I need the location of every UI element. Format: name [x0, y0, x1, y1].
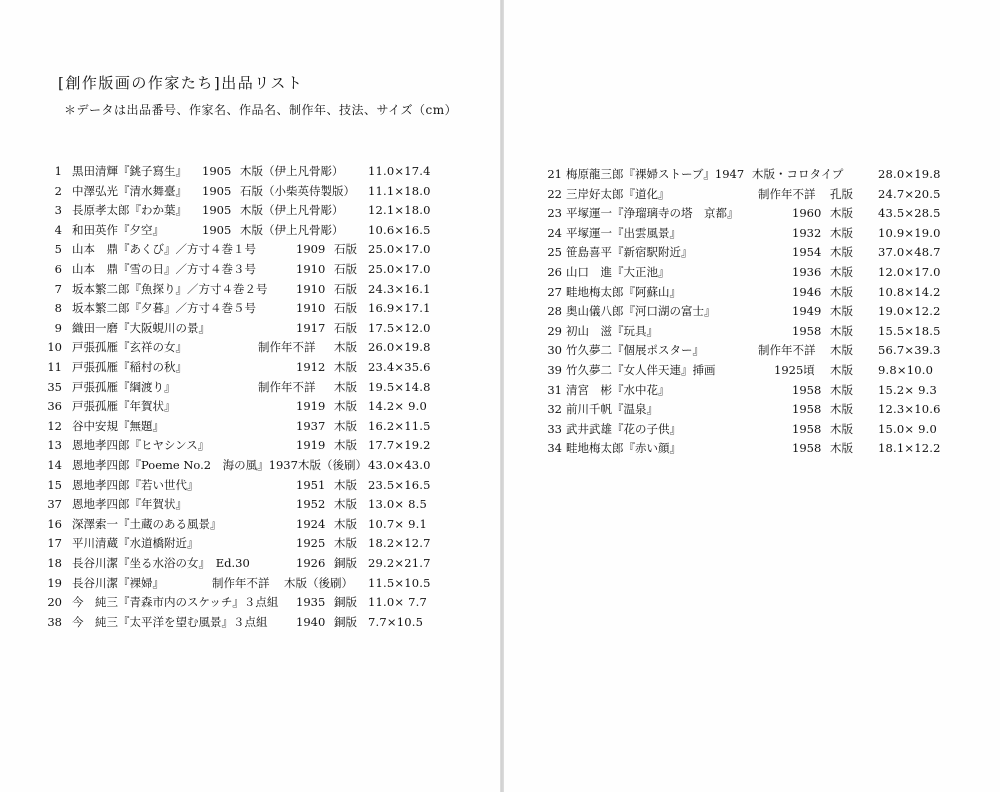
- item-number: 35: [47, 379, 62, 394]
- item-number: 2: [54, 183, 62, 198]
- list-item: [504, 185, 1000, 203]
- list-item: [0, 221, 500, 239]
- item-size: 11.5×10.5: [368, 575, 431, 590]
- item-year: 1905: [202, 203, 232, 218]
- item-year: 制作年不詳: [758, 343, 816, 358]
- item-year: 1946: [792, 284, 822, 299]
- item-title: 初山 滋『玩具』: [566, 323, 658, 338]
- item-technique: 木版: [830, 225, 853, 240]
- item-size: 17.5×12.0: [368, 320, 431, 335]
- item-title: 笹島喜平『新宿駅附近』: [566, 245, 693, 260]
- item-technique: 木版: [830, 402, 853, 417]
- item-technique: 木版（伊上凡骨彫）: [240, 222, 344, 237]
- item-number: 13: [47, 438, 62, 453]
- item-technique: 木版（後刷）: [284, 575, 353, 590]
- item-technique: 銅版: [334, 595, 357, 610]
- item-title: 三岸好太郎『道化』: [566, 186, 670, 201]
- item-technique: 木版: [334, 516, 357, 531]
- item-year: 1937: [296, 418, 326, 433]
- item-year: 制作年不詳: [258, 379, 316, 394]
- item-number: 15: [47, 477, 62, 492]
- item-technique: 木版: [334, 379, 357, 394]
- list-item: [0, 182, 500, 200]
- list-item: [0, 299, 500, 317]
- item-number: 39: [547, 363, 562, 377]
- item-number: 7: [54, 281, 62, 296]
- list-item: [0, 574, 500, 592]
- list-item: [0, 495, 500, 513]
- item-year: 1925: [296, 536, 326, 551]
- item-year: 1912: [296, 360, 326, 374]
- item-year: 1932: [792, 225, 822, 240]
- list-item: [0, 417, 500, 435]
- item-size: 43.5×28.5: [878, 206, 941, 221]
- item-title: 中澤弘光『清水舞臺』: [72, 183, 187, 198]
- item-year: 1926: [296, 556, 326, 570]
- item-year: 1910: [296, 301, 326, 316]
- item-title: 今 純三『太平洋を望む風景』３点組: [72, 614, 268, 629]
- item-technique: 木版: [334, 399, 357, 414]
- item-number: 8: [54, 301, 62, 316]
- list-item: [0, 338, 500, 356]
- item-title: 畦地梅太郎『阿蘇山』: [566, 284, 681, 299]
- item-year: 1960: [792, 206, 822, 221]
- list-item: [504, 283, 1000, 301]
- list-item: [504, 439, 1000, 457]
- item-title: 山本 鼎『雪の日』／方寸４巻３号: [72, 262, 256, 276]
- item-year: 1952: [296, 497, 326, 512]
- item-size: 19.5×14.8: [368, 379, 431, 394]
- item-number: 18: [47, 556, 62, 570]
- item-year: 1905: [202, 183, 232, 198]
- item-title: 清宮 彬『水中花』: [566, 382, 670, 397]
- item-title: 戸張孤雁『稲村の秋』: [72, 360, 187, 374]
- item-technique: 木版: [830, 284, 853, 299]
- item-size: 10.8×14.2: [878, 284, 941, 299]
- item-number: 25: [547, 245, 562, 260]
- item-number: 34: [547, 441, 562, 456]
- item-size: 37.0×48.7: [878, 245, 941, 260]
- item-size: 19.0×12.2: [878, 304, 941, 319]
- item-technique: 木版: [830, 363, 853, 377]
- item-size: 15.0× 9.0: [878, 421, 937, 436]
- item-title: 平川清蔵『水道橋附近』: [72, 536, 199, 551]
- item-size: 23.5×16.5: [368, 477, 431, 492]
- item-year: 1905: [202, 222, 232, 237]
- item-number: 38: [47, 614, 62, 629]
- item-year: 制作年不詳: [258, 340, 316, 355]
- item-number: 1: [54, 164, 62, 178]
- item-technique: 石版: [334, 301, 357, 316]
- item-number: 22: [547, 186, 562, 201]
- item-title: 長原孝太郎『わか葉』: [72, 203, 187, 218]
- item-technique: 木版: [334, 497, 357, 512]
- item-year: 1917: [296, 320, 326, 335]
- item-number: 11: [47, 360, 62, 374]
- item-technique: 木版: [830, 245, 853, 260]
- list-item: [504, 165, 1000, 183]
- item-year: 制作年不詳: [758, 186, 816, 201]
- list-item: [0, 280, 500, 298]
- item-size: 43.0×43.0: [368, 458, 431, 472]
- item-year: 1958: [792, 382, 822, 397]
- item-technique: 石版: [334, 281, 357, 296]
- list-item: [504, 243, 1000, 261]
- item-technique: 木版: [334, 340, 357, 355]
- list-item: [0, 456, 500, 474]
- item-title: 平塚運一『浄瑠璃寺の塔 京都』: [566, 206, 739, 221]
- item-year: 1958: [792, 402, 822, 417]
- item-technique: 木版: [334, 418, 357, 433]
- right-exhibit-list: [504, 0, 1000, 792]
- list-item: [504, 381, 1000, 399]
- item-number: 14: [47, 458, 62, 472]
- item-number: 4: [54, 222, 62, 237]
- item-title: 竹久夢二『個展ポスター』: [566, 343, 704, 358]
- item-title: 長谷川潔『坐る水浴の女』 Ed.30: [72, 556, 250, 570]
- item-size: 10.9×19.0: [878, 225, 941, 240]
- item-technique: 銅版: [334, 614, 357, 629]
- item-size: 12.1×18.0: [368, 203, 431, 218]
- item-size: 7.7×10.5: [368, 614, 424, 629]
- item-number: 12: [47, 418, 62, 433]
- item-technique: 木版: [830, 343, 853, 358]
- item-number: 30: [547, 343, 562, 358]
- item-title: 織田一磨『大阪蜆川の景』: [72, 320, 210, 335]
- item-title: 今 純三『青森市内のスケッチ』３点組: [72, 595, 279, 610]
- item-title: 恩地孝四郎『Poeme No.2 海の風』1937: [72, 458, 298, 472]
- item-size: 24.7×20.5: [878, 186, 941, 201]
- item-title: 戸張孤雁『綱渡り』: [72, 379, 176, 394]
- list-item: [0, 378, 500, 396]
- item-title: 山本 鼎『あくび』／方寸４巻１号: [72, 242, 256, 257]
- item-technique: 木版: [830, 421, 853, 436]
- item-year: 1905: [202, 164, 232, 178]
- list-item: [0, 436, 500, 454]
- item-title: 平塚運一『出雲風景』: [566, 225, 681, 240]
- item-size: 14.2× 9.0: [368, 399, 427, 414]
- item-title: 奥山儀八郎『河口湖の富士』: [566, 304, 716, 319]
- list-item: [0, 554, 500, 572]
- item-title: 和田英作『夕空』: [72, 222, 164, 237]
- item-technique: 木版（伊上凡骨彫）: [240, 203, 344, 218]
- item-number: 36: [47, 399, 62, 414]
- item-technique: 木版（後刷）: [298, 458, 367, 472]
- list-item: [0, 397, 500, 415]
- item-number: 6: [54, 262, 62, 276]
- item-title: 深澤索一『土蔵のある風景』: [72, 516, 222, 531]
- item-technique: 木版: [334, 360, 357, 374]
- list-item: [504, 420, 1000, 438]
- item-size: 25.0×17.0: [368, 242, 431, 257]
- item-number: 31: [547, 382, 562, 397]
- item-title: 戸張孤雁『年賀状』: [72, 399, 176, 414]
- item-year: 1909: [296, 242, 326, 257]
- item-year: 1910: [296, 262, 326, 276]
- list-item: [0, 515, 500, 533]
- item-size: 28.0×19.8: [878, 167, 941, 181]
- item-number: 32: [547, 402, 562, 417]
- list-item: [0, 358, 500, 376]
- item-size: 26.0×19.8: [368, 340, 431, 355]
- item-size: 16.9×17.1: [368, 301, 431, 316]
- item-year: 1958: [792, 421, 822, 436]
- item-title: 恩地孝四郎『若い世代』: [72, 477, 199, 492]
- item-technique: 石版（小柴英侍製版）: [240, 183, 355, 198]
- item-size: 23.4×35.6: [368, 360, 431, 374]
- item-technique: 木版: [830, 304, 853, 319]
- item-size: 15.5×18.5: [878, 323, 941, 338]
- item-technique: 木版: [334, 438, 357, 453]
- item-title: 長谷川潔『裸婦』: [72, 575, 164, 590]
- item-number: 10: [47, 340, 62, 355]
- item-title: 黒田清輝『銚子寫生』: [72, 164, 187, 178]
- item-technique: 石版: [334, 320, 357, 335]
- item-title: 戸張孤雁『玄祥の女』: [72, 340, 187, 355]
- item-number: 21: [547, 167, 562, 181]
- list-item: [0, 534, 500, 552]
- item-technique: 木版: [334, 477, 357, 492]
- item-size: 11.1×18.0: [368, 183, 431, 198]
- item-size: 29.2×21.7: [368, 556, 431, 570]
- item-size: 24.3×16.1: [368, 281, 431, 296]
- item-year: 1919: [296, 438, 326, 453]
- list-item: [504, 341, 1000, 359]
- item-title: 谷中安規『無題』: [72, 418, 164, 433]
- item-year: 1919: [296, 399, 326, 414]
- item-size: 11.0× 7.7: [368, 595, 427, 610]
- item-technique: 木版: [830, 323, 853, 338]
- item-number: 20: [47, 595, 62, 610]
- item-title: 前川千帆『温泉』: [566, 402, 658, 417]
- list-item: [504, 322, 1000, 340]
- item-technique: 木版: [334, 536, 357, 551]
- list-item: [504, 204, 1000, 222]
- item-year: 1951: [296, 477, 326, 492]
- list-item: [504, 361, 1000, 379]
- list-heading: [創作版画の作家たち]出品リスト: [58, 74, 304, 92]
- item-number: 27: [547, 284, 562, 299]
- list-item: [0, 476, 500, 494]
- item-year: 1949: [792, 304, 822, 319]
- item-technique: 銅版: [334, 556, 357, 570]
- item-number: 33: [547, 421, 562, 436]
- item-title: 武井武雄『花の子供』: [566, 421, 681, 436]
- item-size: 13.0× 8.5: [368, 497, 427, 512]
- list-item: [0, 319, 500, 337]
- item-size: 10.6×16.5: [368, 222, 431, 237]
- item-number: 19: [47, 575, 62, 590]
- item-size: 9.8×10.0: [878, 363, 934, 377]
- item-year: 制作年不詳: [212, 575, 270, 590]
- item-year: 1924: [296, 516, 326, 531]
- list-item: [504, 302, 1000, 320]
- item-year: 1958: [792, 441, 822, 456]
- item-number: 26: [547, 265, 562, 279]
- item-title: 恩地孝四郎『ヒヤシンス』: [72, 438, 210, 453]
- item-title: 恩地孝四郎『年賀状』: [72, 497, 187, 512]
- item-technique: 孔版: [830, 186, 853, 201]
- item-number: 16: [47, 516, 62, 531]
- list-item: [504, 400, 1000, 418]
- right-page: [504, 0, 1000, 792]
- list-item: [0, 260, 500, 278]
- item-number: 24: [547, 225, 562, 240]
- item-title: 竹久夢二『女人伴天連』挿画: [566, 363, 716, 377]
- item-number: 23: [547, 206, 562, 221]
- item-technique: 石版: [334, 242, 357, 257]
- item-number: 5: [54, 242, 62, 257]
- item-title: 坂本繁二郎『夕暮』／方寸４巻５号: [72, 301, 256, 316]
- item-number: 17: [47, 536, 62, 551]
- item-size: 16.2×11.5: [368, 418, 431, 433]
- item-year: 1935: [296, 595, 326, 610]
- item-title: 山口 進『大正池』: [566, 265, 670, 279]
- item-size: 56.7×39.3: [878, 343, 941, 358]
- list-item: [504, 224, 1000, 242]
- list-item: [0, 240, 500, 258]
- item-number: 28: [547, 304, 562, 319]
- item-year: 1940: [296, 614, 326, 629]
- item-technique: 木版（伊上凡骨彫）: [240, 164, 344, 178]
- item-size: 18.1×12.2: [878, 441, 941, 456]
- item-number: 9: [54, 320, 62, 335]
- item-technique: 木版: [830, 441, 853, 456]
- list-item: [0, 201, 500, 219]
- item-year: 1936: [792, 265, 822, 279]
- item-year: 1954: [792, 245, 822, 260]
- item-size: 25.0×17.0: [368, 262, 431, 276]
- item-size: 15.2× 9.3: [878, 382, 937, 397]
- item-technique: 木版: [830, 382, 853, 397]
- list-item: [504, 263, 1000, 281]
- item-number: 3: [54, 203, 62, 218]
- item-title: 坂本繁二郎『魚探り』／方寸４巻２号: [72, 281, 268, 296]
- item-size: 17.7×19.2: [368, 438, 431, 453]
- item-year: 1925頃: [774, 363, 815, 377]
- item-technique: 木版: [830, 265, 853, 279]
- item-technique: 木版: [830, 206, 853, 221]
- list-item: [0, 162, 500, 180]
- list-item: [0, 613, 500, 631]
- item-year: 1958: [792, 323, 822, 338]
- list-item: [0, 593, 500, 611]
- item-year: 1910: [296, 281, 326, 296]
- item-size: 12.3×10.6: [878, 402, 941, 417]
- item-size: 10.7× 9.1: [368, 516, 427, 531]
- data-format-note: ＊データは出品番号、作家名、作品名、制作年、技法、サイズ（cm）: [64, 103, 458, 117]
- item-size: 18.2×12.7: [368, 536, 431, 551]
- item-technique: 石版: [334, 262, 357, 276]
- item-technique: 木版・コロタイプ: [752, 167, 844, 181]
- item-size: 12.0×17.0: [878, 265, 941, 279]
- item-title: 梅原龍三郎『裸婦ストーブ』1947: [566, 167, 745, 181]
- item-number: 29: [547, 323, 562, 338]
- item-title: 畦地梅太郎『赤い顔』: [566, 441, 681, 456]
- item-number: 37: [47, 497, 62, 512]
- item-size: 11.0×17.4: [368, 164, 431, 178]
